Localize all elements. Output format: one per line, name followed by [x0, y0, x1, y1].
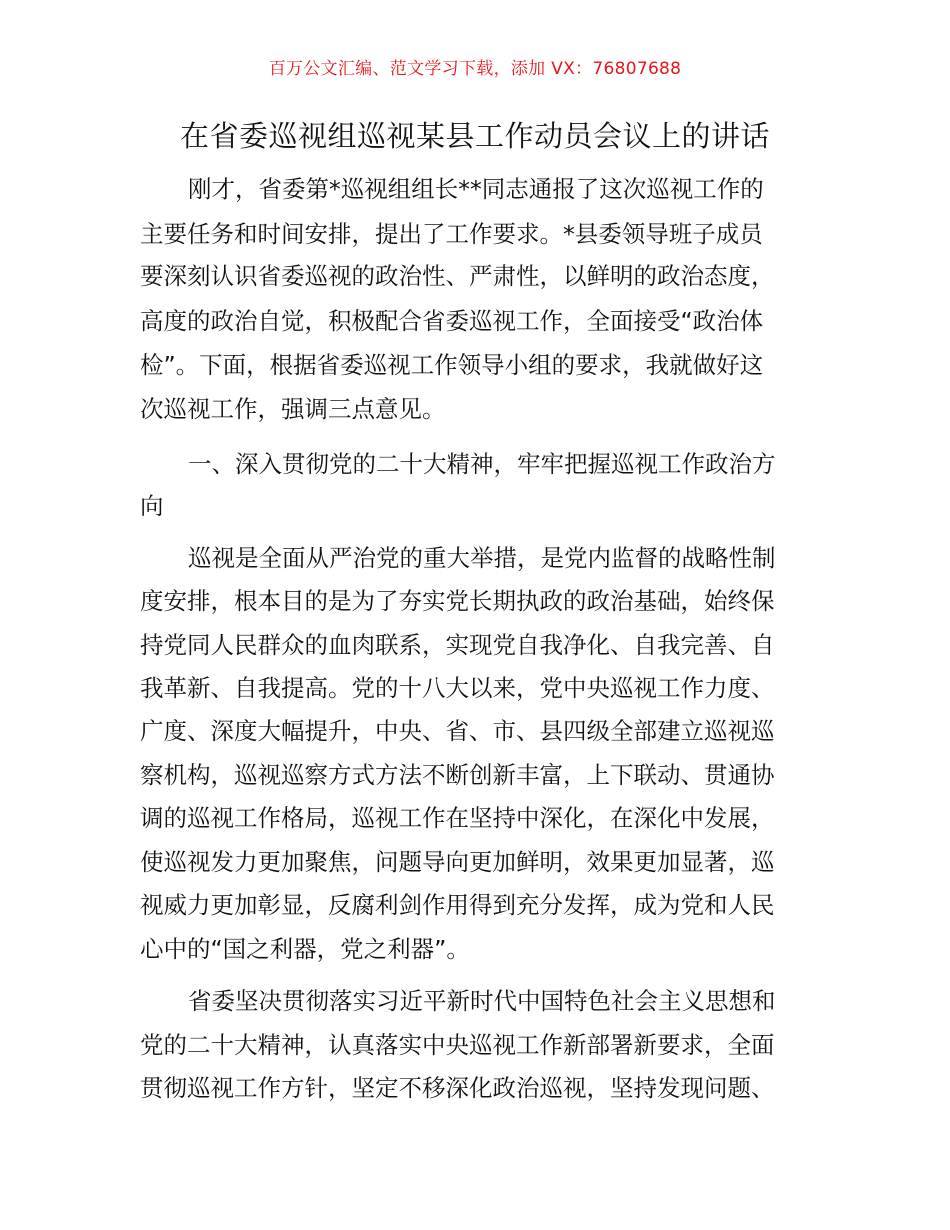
paragraph-line: 贯彻巡视工作方针，坚定不移深化政治巡视，坚持发现问题、 [140, 1074, 775, 1102]
paragraph-line: 察机构，巡视巡察方式方法不断创新丰富，上下联动、贯通协 [140, 761, 775, 789]
paragraph-line: 次巡视工作，强调三点意见。 [140, 395, 446, 423]
header-watermark: 百万公文汇编、范文学习下载，添加 VX：76807688 [268, 59, 682, 79]
paragraph-line: 主要任务和时间安排，提出了工作要求。*县委领导班子成员 [140, 220, 763, 248]
paragraph-line: 使巡视发力更加聚焦，问题导向更加鲜明，效果更加显著，巡 [140, 848, 775, 876]
paragraph-line: 广度、深度大幅提升，中央、省、市、县四级全部建立巡视巡 [140, 717, 775, 745]
paragraph-line: 调的巡视工作格局，巡视工作在坚持中深化，在深化中发展， [140, 804, 775, 832]
paragraph-line: 心中的“国之利器，党之利器”。 [140, 935, 470, 963]
paragraph-line: 持党同人民群众的血肉联系，实现党自我净化、自我完善、自 [140, 631, 775, 659]
paragraph-line: 刚才，省委第*巡视组组长**同志通报了这次巡视工作的 [188, 175, 764, 203]
section-heading-line: 向 [140, 492, 164, 520]
document-title: 在省委巡视组巡视某县工作动员会议上的讲话 [179, 119, 770, 153]
paragraph-line: 要深刻认识省委巡视的政治性、严肃性，以鲜明的政治态度， [140, 262, 775, 290]
paragraph-line: 巡视是全面从严治党的重大举措，是党内监督的战略性制 [188, 544, 776, 572]
paragraph-line: 检”。下面，根据省委巡视工作领导小组的要求，我就做好这 [140, 351, 764, 379]
paragraph-line: 高度的政治自觉，积极配合省委巡视工作，全面接受“政治体 [140, 307, 764, 335]
paragraph-line: 省委坚决贯彻落实习近平新时代中国特色社会主义思想和 [188, 987, 776, 1015]
paragraph-line: 度安排，根本目的是为了夯实党长期执政的政治基础，始终保 [140, 587, 775, 615]
paragraph-line: 党的二十大精神，认真落实中央巡视工作新部署新要求，全面 [140, 1031, 775, 1059]
paragraph-line: 我革新、自我提高。党的十八大以来，党中央巡视工作力度、 [140, 674, 775, 702]
section-heading-line: 一、深入贯彻党的二十大精神，牢牢把握巡视工作政治方 [188, 450, 776, 478]
paragraph-line: 视威力更加彰显，反腐利剑作用得到充分发挥，成为党和人民 [140, 891, 775, 919]
